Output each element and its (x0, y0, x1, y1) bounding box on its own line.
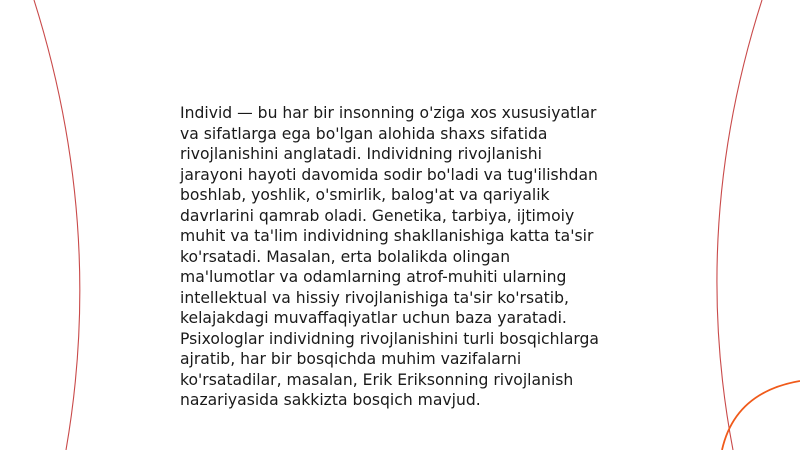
body-paragraph: Individ — bu har bir insonning o'ziga xos xususiyatlar va sifatlarga ega bo'lgan alohida shaxs sifatida rivojlanishini anglatadi. Individning rivojlanishi jarayoni hayoti davomida sodir bo'ladi va tug'ilishdan boshlab, yoshlik, o'smirlik, balog'at va qariyalik davrlarini qamrab oladi. Genetika, tarbiya, ijtimoiy muhit va ta'lim individning shakllanishiga katta ta'sir ko'rsatadi. Masalan, erta bolalikda olingan ma'lumotlar va odamlarning atrof-muhiti ularning intellektual va hissiy rivojlanishiga ta'sir ko'rsatib, kelajakdagi muvaffaqiyatlar uchun baza yaratadi. Psixologlar individning rivojlanishini turli bosqichlarga ajratib, har bir bosqichda muhim vazifalarni ko'rsatadilar, masalan, Erik Eriksonning rivojlanish nazariyasida sakkizta bosqich mavjud. (180, 104, 599, 409)
left-arc (34, 0, 80, 450)
orange-arc (722, 381, 800, 450)
right-arc (717, 0, 762, 450)
